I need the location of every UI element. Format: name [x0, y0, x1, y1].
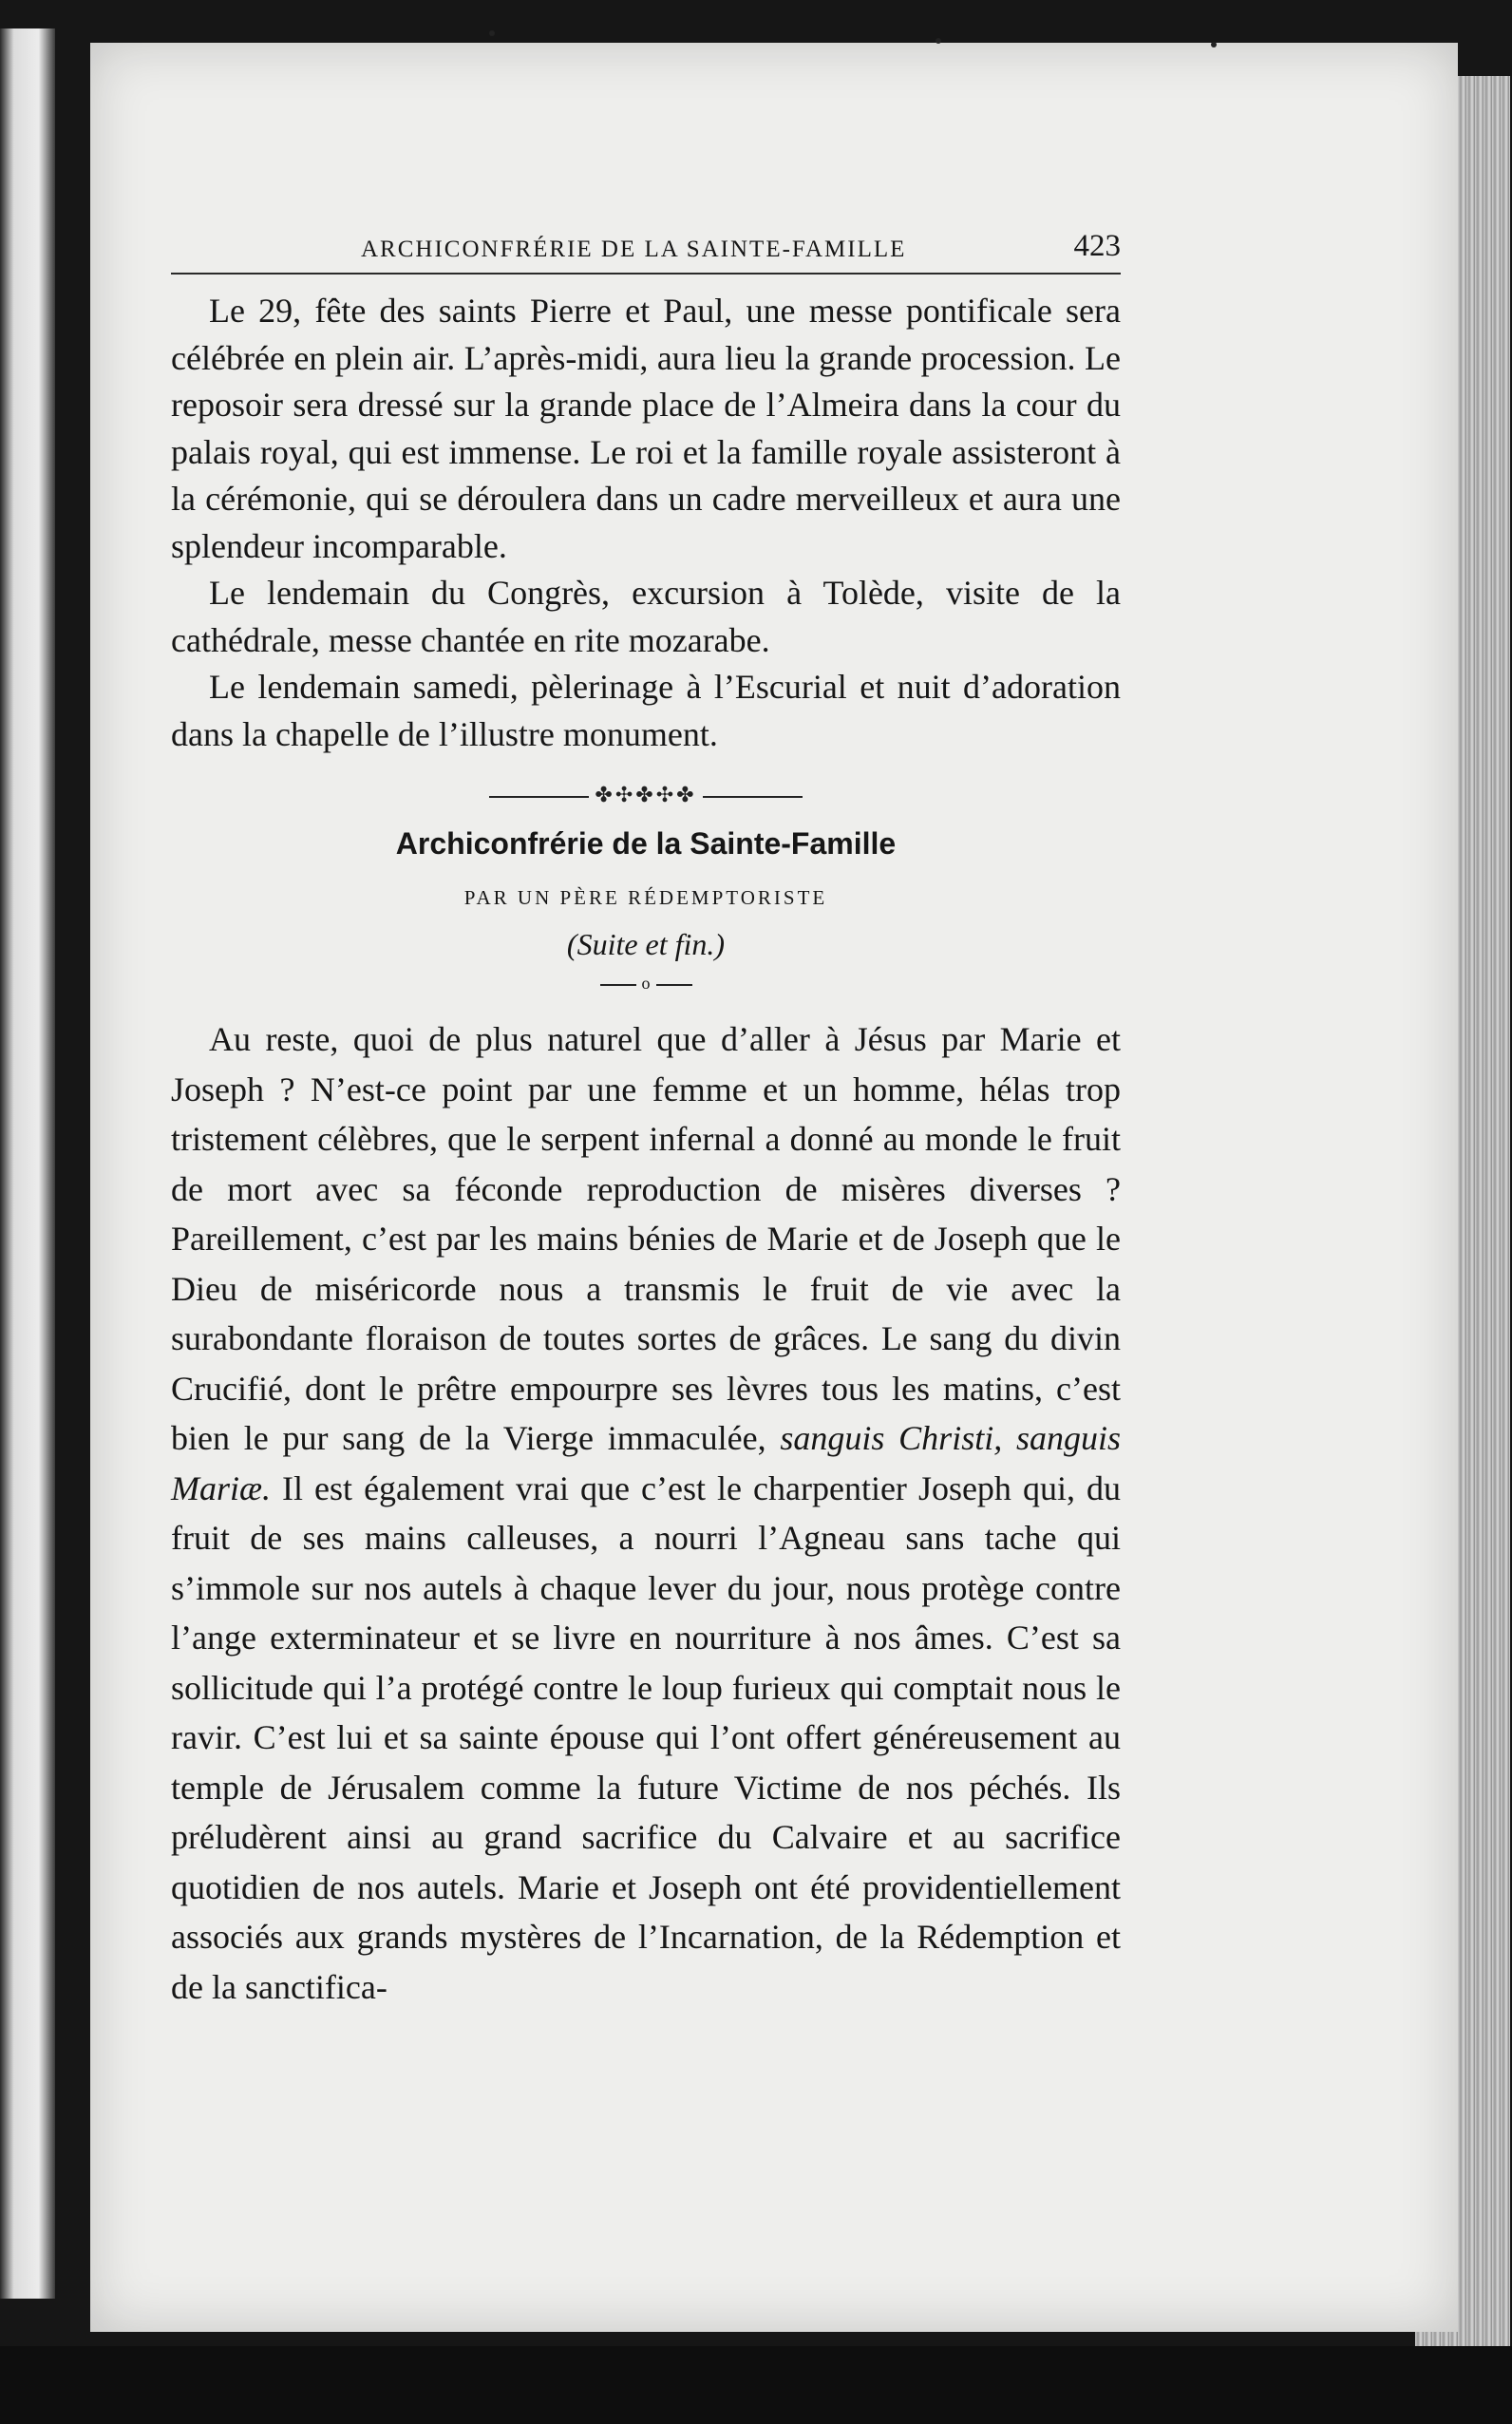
scan-speck	[936, 38, 941, 44]
section-separator-ornament	[171, 783, 1121, 807]
paragraph-text: Au reste, quoi de plus naturel que d’aller à Jésus par Marie et Joseph ? N’est-ce point par une femme et un homme, hélas trop tristement célèbres, que le serpent infernal a donné au monde le fruit de mort avec sa féconde reproduction de misères diverses ? Pareillement, c’est par les mains bénies de Marie et de Joseph que le Dieu de miséricorde nous a transmis le fruit de vie avec la surabondante floraison de toutes sortes de grâces. Le sang du divin Crucifié, dont le prêtre empourpre ses lèvres tous les matins, c’est bien le pur sang de la Vierge immaculée,	[171, 1020, 1121, 1457]
scan-speck	[489, 30, 495, 36]
separator-circle: o	[641, 974, 651, 993]
page-number: 423	[1073, 229, 1121, 263]
adjacent-page-edge	[0, 28, 55, 2299]
paragraph: Le 29, fête des saints Pierre et Paul, une messe pontificale sera célébrée en plein air. L’après-midi, aura lieu la grande procession. Le reposoir sera dressé sur la grande place de l’Almeira dans la cour du palais royal, qui est immense. Le roi et la famille royale assisteront à la cérémonie, qui se déroulera dans un cadre merveilleux et aura une splendeur incomparable.	[171, 292, 1121, 565]
article-body	[171, 1014, 1121, 2012]
running-head-title: ARCHICONFRÉRIE DE LA SAINTE-FAMILLE	[361, 237, 907, 262]
fleuron-ornament: ✤✣✤✣✤	[595, 783, 697, 806]
latin-quotation: sanguis Christi, sanguis Mariæ.	[171, 1419, 1121, 1507]
paragraph: Le lendemain samedi, pèlerinage à l’Escurial et nuit d’adoration dans la chapelle de l’illustre monument.	[171, 668, 1121, 753]
small-separator	[171, 974, 1121, 994]
article-byline: PAR UN PÈRE RÉDEMPTORISTE	[463, 886, 828, 909]
paragraph: Le lendemain du Congrès, excursion à Tolède, visite de la cathédrale, messe chantée en rite mozarabe.	[171, 574, 1121, 659]
paragraph	[171, 1014, 1121, 2012]
separator-line	[703, 796, 803, 798]
scan-bottom-border	[0, 2346, 1512, 2424]
previous-article-end	[171, 288, 1121, 758]
scan-speck	[1211, 42, 1217, 47]
paragraph-text: Il est également vrai que c’est le charpentier Joseph qui, du fruit de ses mains calleuses, a nourri l’Agneau sans tache qui s’immole sur nos autels à chaque lever du jour, nous protège contre l’ange exterminateur et se livre en nourriture à nos âmes. C’est sa sollicitude qui l’a protégé contre le loup furieux qui comptait nous le ravir. C’est lui et sa sainte épouse qui l’ont offert généreusement au temple de Jérusalem comme la future Victime de nos péchés. Ils préludèrent ainsi au grand sacrifice du Calvaire et au sacrifice quotidien de nos autels. Marie et Joseph ont été providentiellement associés aux grands mystères de l’Incarnation, de la Rédemption et de la sanctifica-	[171, 1468, 1121, 2006]
separator-line	[656, 984, 692, 986]
separator-line	[489, 796, 589, 798]
page-text-block	[171, 214, 1121, 2012]
article-title: Archiconfrérie de la Sainte-Famille	[395, 826, 897, 861]
running-head	[171, 214, 1121, 275]
separator-line	[600, 984, 636, 986]
article-continuation-note: (Suite et fin.)	[566, 927, 726, 961]
